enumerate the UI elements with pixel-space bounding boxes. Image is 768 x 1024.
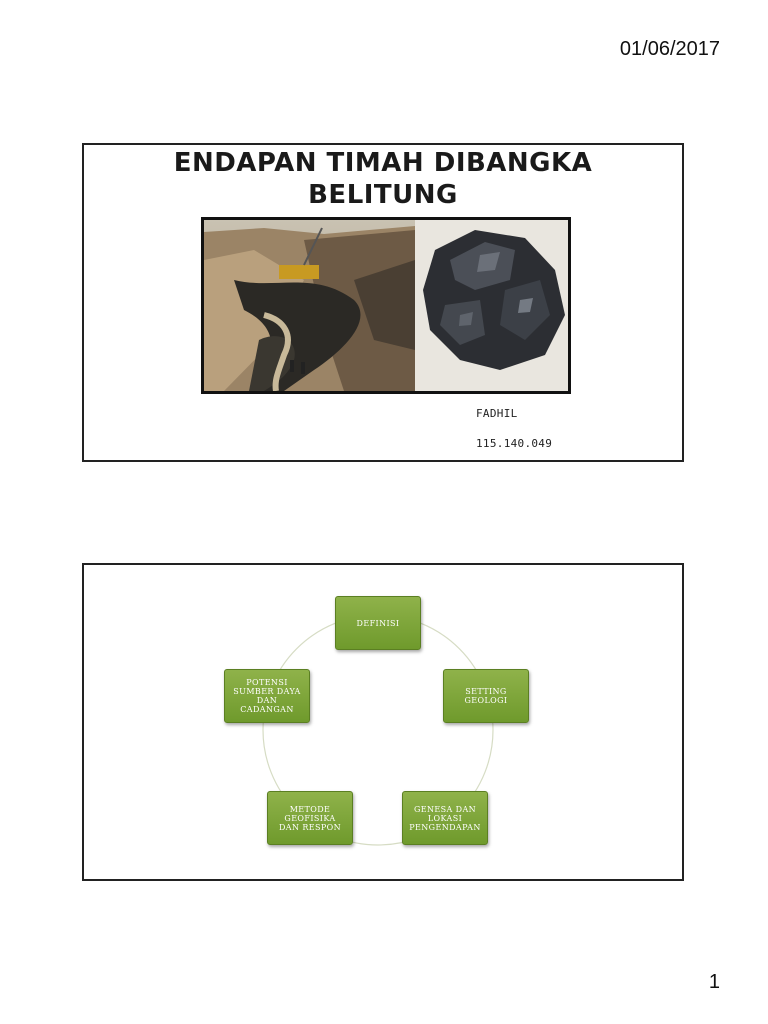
node-potensi-sumber-daya: POTENSI SUMBER DAYA DAN CADANGAN: [224, 669, 310, 723]
title-line-1: ENDAPAN TIMAH DIBANGKA: [173, 148, 593, 178]
tin-ore-rock-image: [415, 220, 568, 391]
tin-mining-photo: [201, 217, 571, 394]
node-definisi: DEFINISI: [335, 596, 421, 650]
node-setting-geologi: SETTING GEOLOGI: [443, 669, 529, 723]
slide-title-heading: [84, 147, 682, 211]
node-metode-geofisika: METODE GEOFISIKA DAN RESPON: [267, 791, 353, 845]
node-genesa-lokasi: GENESA DAN LOKASI PENGENDAPAN: [402, 791, 488, 845]
open-pit-mine-image: [204, 220, 415, 391]
author-id: 115.140.049: [476, 437, 553, 450]
title-line-2: BELITUNG: [308, 180, 458, 210]
slide-outline: [82, 563, 684, 881]
author-name: FADHIL: [476, 407, 518, 420]
page-number: 1: [708, 971, 720, 993]
slide-date: 01/06/2017: [619, 38, 720, 60]
slide-title: [82, 143, 684, 462]
